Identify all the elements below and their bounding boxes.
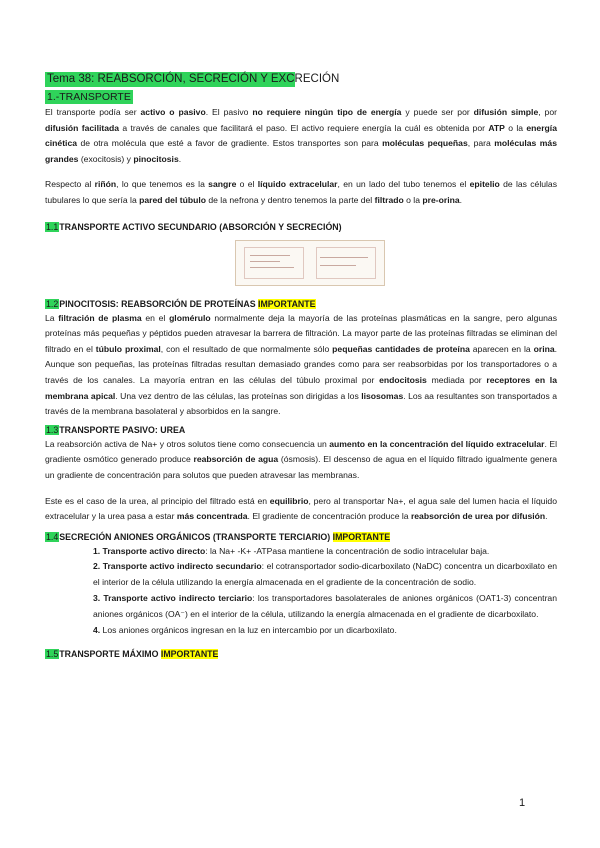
text-run: , lo que tenemos es la: [116, 179, 209, 190]
text-run: más concentrada: [176, 511, 248, 522]
text-run: endocitosis: [379, 374, 427, 385]
text-run: 4.: [93, 624, 101, 635]
text-run: : la Na+ -K+ -ATPasa mantiene la concentración de sodio intracelular baja.: [205, 545, 490, 556]
text-run: . Aunque son pequeñas, las proteínas filtradas resultan demasiado grandes como para ser reabsorbidas por los transportadores o a través de los canales. La mayoría entran en las células del túbulo proximal por: [45, 343, 557, 385]
important-tag: IMPORTANTE: [332, 531, 391, 542]
text-run: . El pasivo: [205, 107, 253, 117]
subheading-title: TRANSPORTE PASIVO: UREA: [59, 424, 186, 435]
text-run: pre-orina: [422, 194, 460, 205]
text-run: (exocitosis) y: [78, 153, 134, 164]
text-run: epitelio: [469, 179, 500, 190]
text-run: .: [459, 194, 463, 205]
text-run: . Los aa resultantes son transportados a través de la membrana basolateral y absorbidos en la sangre.: [45, 390, 557, 417]
text-run: pinocitosis: [133, 153, 179, 164]
text-run: , por: [538, 107, 557, 117]
diagram-panel-left: [242, 245, 306, 281]
text-run: reabsorción de urea por difusión: [410, 511, 546, 522]
subheading-number: 1.1: [46, 221, 59, 232]
text-run: riñón: [94, 179, 117, 190]
page-number: 1: [519, 797, 526, 809]
paragraph-urea-2: [45, 494, 557, 525]
important-tag: IMPORTANTE: [160, 649, 219, 660]
paragraph-urea-1: [45, 437, 557, 484]
text-run: y puede ser por: [401, 107, 474, 117]
list-item: [93, 544, 557, 560]
text-run: o la: [504, 122, 527, 133]
text-run: Respecto al: [45, 179, 95, 190]
organic-anion-steps-list: [93, 544, 557, 639]
subheading-1-4: [45, 531, 557, 544]
text-run: mediada por: [426, 374, 487, 385]
text-run: aumento en la concentración del líquido extracelular: [329, 438, 545, 449]
subheading-1-3: [45, 424, 557, 437]
text-run: o la: [403, 194, 423, 205]
text-run: aparecen en la: [469, 343, 534, 354]
text-run: moléculas pequeñas: [382, 138, 468, 149]
section-heading-transporte: 1.-TRANSPORTE: [47, 91, 131, 103]
text-run: ATP: [488, 122, 505, 133]
important-tag: IMPORTANTE: [258, 298, 316, 309]
text-run: 3. Transporte activo indirecto terciario: [93, 593, 253, 604]
text-run: . El gradiente de concentración produce la: [247, 511, 411, 522]
text-run: .: [545, 511, 548, 522]
text-run: lisosomas: [361, 390, 404, 401]
text-run: 1. Transporte activo directo: [93, 545, 206, 556]
subheading-1-5: [45, 648, 557, 661]
subheading-number: 1.4: [46, 531, 59, 542]
subheading-title: TRANSPORTE ACTIVO SECUNDARIO (ABSORCIÓN Y SECRECIÓN): [59, 221, 342, 232]
list-item: [93, 559, 557, 591]
text-run: receptores en la membrana apical: [45, 374, 557, 401]
text-run: energía cinética: [45, 122, 557, 149]
text-run: 2. Transporte activo indirecto secundario: [93, 561, 262, 572]
text-run: no requiere ningún tipo de energía: [252, 107, 402, 117]
text-run: o el: [236, 179, 258, 190]
text-run: , con el resultado de que normalmente sólo: [160, 343, 333, 354]
text-run: reabsorción de agua: [193, 454, 279, 465]
diagram-panel-right: [314, 245, 378, 281]
text-run: líquido extracelular: [257, 179, 338, 190]
subheading-number: 1.3: [46, 424, 59, 435]
text-run: (ósmosis). El descenso de agua en el líquido filtrado igualmente genera un gradiente de concentración para solutos que pueden atravesar las membranas.: [45, 454, 557, 480]
text-run: a través de canales que facilitará el paso. El activo requiere energía la cuál es obtenida por: [119, 122, 489, 133]
text-run: filtración de plasma: [58, 312, 142, 323]
text-run: La: [45, 312, 59, 323]
subheading-title: TRANSPORTE MÁXIMO: [59, 649, 159, 660]
text-run: en el: [141, 312, 170, 323]
text-run: sangre: [208, 179, 237, 190]
text-run: activo o pasivo: [140, 107, 206, 117]
transport-diagram-figure: [235, 240, 385, 286]
text-run: , pero al transportar Na+, el agua sale del lumen hacia el líquido extracelular y la urea pasa a estar: [45, 495, 557, 522]
text-run: Los aniones orgánicos ingresan en la luz en intercambio por un dicarboxilato.: [100, 624, 397, 635]
text-run: moléculas más grandes: [45, 138, 557, 164]
text-run: Este es el caso de la urea, al principio del filtrado está en: [45, 495, 270, 506]
text-run: glomérulo: [169, 312, 211, 323]
text-run: El transporte podía ser: [45, 107, 141, 117]
subheading-1-1: [45, 221, 557, 234]
text-run: filtrado: [374, 194, 404, 205]
subheading-1-2: [45, 298, 557, 311]
text-run: .: [178, 153, 182, 164]
paragraph-kidney: [45, 177, 557, 208]
text-run: equilibrio: [269, 495, 309, 506]
text-run: difusión facilitada: [45, 122, 120, 133]
text-run: : el cotransportador sodio-dicarboxilato (NaDC) concentra un dicarboxilato en el interior de la célula utilizando la energía almacenada en el gradiente de la concentración de sodio.: [93, 561, 557, 588]
text-run: de las células tubulares lo que sería la: [45, 179, 557, 205]
paragraph-pinocytosis: [45, 311, 557, 420]
text-run: pequeñas cantidades de proteína: [332, 343, 470, 354]
text-run: . Una vez dentro de las células, las proteínas son dirigidas a los: [115, 390, 362, 401]
page-title: Tema 38: REABSORCIÓN, SECRECIÓN Y EXCRECIÓN: [47, 73, 340, 85]
list-item: [93, 623, 557, 639]
list-item: [93, 591, 557, 623]
text-run: , en un lado del tubo tenemos el: [337, 179, 470, 190]
text-run: La reabsorción activa de Na+ y otros solutos tiene como consecuencia un: [45, 438, 330, 449]
text-run: orina: [533, 343, 555, 354]
subheading-number: 1.5: [46, 649, 59, 660]
page-body: [45, 72, 557, 661]
text-run: pared del túbulo: [139, 194, 206, 205]
text-run: normalmente deja la mayoría de las proteínas plasmáticas en la sangre, pero algunas proteínas más pequeñas y péptidos pueden atravesar la barrera de filtración. La mayor parte de las proteínas filtradas se eliminan del filtrado en el: [45, 312, 557, 354]
subheading-title: SECRECIÓN ANIONES ORGÁNICOS (TRANSPORTE TERCIARIO): [59, 531, 331, 542]
text-run: de otra molécula que esté a favor de gradiente. Estos transportes son para: [77, 138, 383, 149]
subheading-title: PINOCITOSIS: REABSORCIÓN DE PROTEÍNAS: [59, 298, 256, 309]
text-run: difusión simple: [473, 107, 539, 117]
subheading-number: 1.2: [46, 298, 59, 309]
paragraph-transport-types: [45, 105, 557, 167]
text-run: : los transportadores basolaterales de aniones orgánicos (OAT1-3) concentran aniones orgánicos (OA⁻) en el interior de la célula, utilizando la energía almacenada en el gradiente de dicarboxilato.: [93, 593, 557, 619]
text-run: de la nefrona y dentro tenemos la parte del: [205, 194, 375, 205]
text-run: , para: [467, 138, 495, 149]
text-run: túbulo proximal: [95, 343, 161, 354]
text-run: . El gradiente osmótico generado produce: [45, 438, 557, 465]
